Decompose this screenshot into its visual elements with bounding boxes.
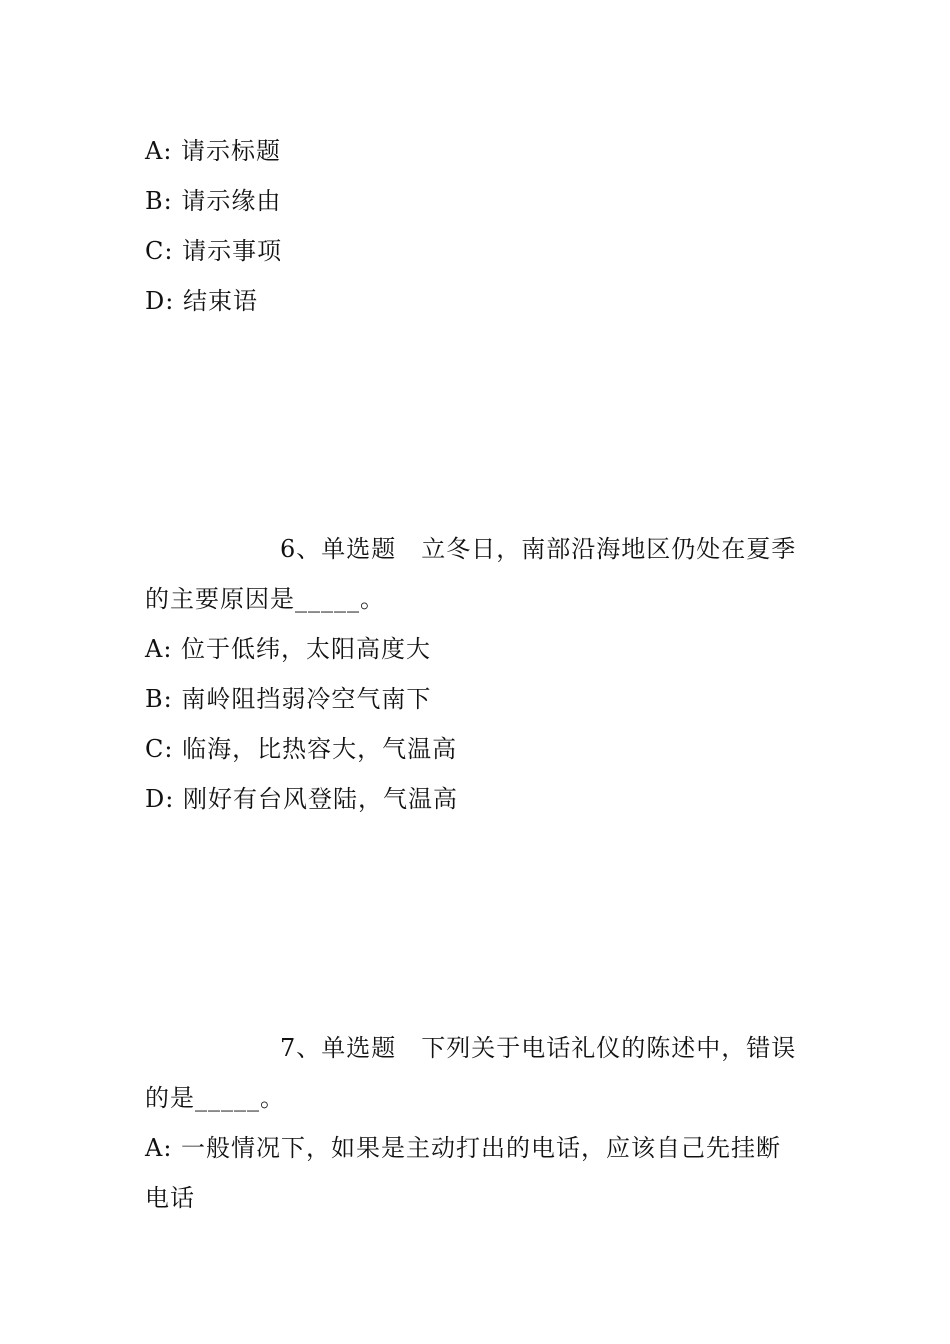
q6-option-c: C: 临海，比热容大，气温高	[145, 735, 458, 763]
q7-option-a: A: 一般情况下，如果是主动打出的电话，应该自己先挂断	[145, 1134, 782, 1162]
q7-stem-line2: 的是_____。	[145, 1084, 285, 1112]
q5-option-c: C: 请示事项	[145, 237, 283, 265]
q6-stem-line1: 6、单选题 立冬日，南部沿海地区仍处在夏季	[280, 535, 797, 563]
q7-stem-line1: 7、单选题 下列关于电话礼仪的陈述中，错误	[280, 1034, 797, 1062]
q5-option-a: A: 请示标题	[145, 137, 282, 165]
q6-option-b: B: 南岭阻挡弱冷空气南下	[145, 685, 432, 713]
q5-option-d: D: 结束语	[145, 287, 258, 315]
q5-option-b: B: 请示缘由	[145, 187, 282, 215]
q6-option-a: A: 位于低纬，太阳高度大	[145, 635, 432, 663]
q6-option-d: D: 刚好有台风登陆，气温高	[145, 785, 458, 813]
q6-stem-line2: 的主要原因是_____。	[145, 585, 385, 613]
q7-option-a-continued: 电话	[145, 1184, 195, 1212]
